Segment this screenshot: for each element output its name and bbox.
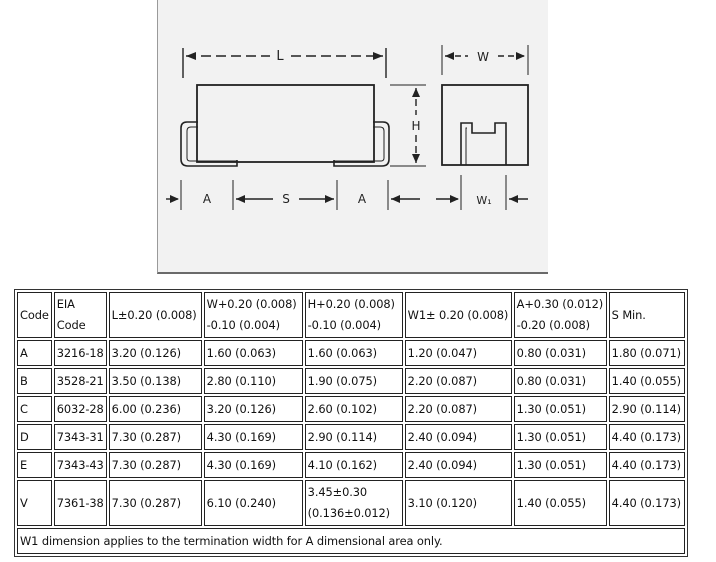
cell-h: 4.10 (0.162) [305, 452, 403, 478]
cell-s: 4.40 (0.173) [609, 480, 685, 526]
cell-s: 1.40 (0.055) [609, 368, 685, 394]
table-row [17, 340, 685, 366]
cell-eia: 7361-38 [54, 480, 107, 526]
cell-a: 1.30 (0.051) [514, 396, 607, 422]
dimensions-table [14, 289, 688, 557]
cell-a: 0.80 (0.031) [514, 368, 607, 394]
cell-w: 6.10 (0.240) [204, 480, 303, 526]
header-s-min: S Min. [609, 292, 685, 338]
cell-w: 1.60 (0.063) [204, 340, 303, 366]
cell-a: 1.40 (0.055) [514, 480, 607, 526]
cell-eia: 3528-21 [54, 368, 107, 394]
capacitor-body [197, 85, 374, 162]
cell-w: 3.20 (0.126) [204, 396, 303, 422]
cell-s: 2.90 (0.114) [609, 396, 685, 422]
cell-w1: 2.40 (0.094) [405, 424, 512, 450]
label-a-left: A [202, 192, 212, 206]
cell-h: 2.60 (0.102) [305, 396, 403, 422]
label-w: W [477, 50, 489, 64]
header-a: A+0.30 (0.012) -0.20 (0.008) [514, 292, 607, 338]
header-code: Code [17, 292, 52, 338]
cell-l: 6.00 (0.236) [109, 396, 202, 422]
cell-s: 4.40 (0.173) [609, 424, 685, 450]
cell-l: 3.20 (0.126) [109, 340, 202, 366]
label-w1: W₁ [476, 194, 492, 207]
cell-eia: 7343-43 [54, 452, 107, 478]
table-note: W1 dimension applies to the termination width for A dimensional area only. [17, 528, 685, 554]
cell-w: 4.30 (0.169) [204, 424, 303, 450]
cell-code: V [17, 480, 52, 526]
cell-a: 1.30 (0.051) [514, 452, 607, 478]
table-row [17, 424, 685, 450]
cell-h: 1.90 (0.075) [305, 368, 403, 394]
end-view-body [442, 85, 528, 165]
cell-eia: 6032-28 [54, 396, 107, 422]
cell-a: 0.80 (0.031) [514, 340, 607, 366]
table-header-row [17, 292, 685, 338]
label-s: S [282, 192, 290, 206]
table-note-row [17, 528, 685, 554]
cell-code: A [17, 340, 52, 366]
cell-w: 2.80 (0.110) [204, 368, 303, 394]
header-h: H+0.20 (0.008) -0.10 (0.004) [305, 292, 403, 338]
cell-l: 7.30 (0.287) [109, 424, 202, 450]
header-l: L±0.20 (0.008) [109, 292, 202, 338]
label-a-right: A [357, 192, 367, 206]
header-w1: W1± 0.20 (0.008) [405, 292, 512, 338]
cell-h: 1.60 (0.063) [305, 340, 403, 366]
cell-w: 4.30 (0.169) [204, 452, 303, 478]
cell-s: 1.80 (0.071) [609, 340, 685, 366]
cell-w1: 2.20 (0.087) [405, 368, 512, 394]
cell-a: 1.30 (0.051) [514, 424, 607, 450]
label-l: L [276, 49, 284, 64]
cell-eia: 3216-18 [54, 340, 107, 366]
cell-eia: 7343-31 [54, 424, 107, 450]
table-row [17, 480, 685, 526]
cell-l: 7.30 (0.287) [109, 480, 202, 526]
dimension-drawing [157, 0, 548, 274]
cell-h: 3.45±0.30 (0.136±0.012) [305, 480, 403, 526]
table-row [17, 396, 685, 422]
right-lead [334, 122, 389, 166]
cell-l: 3.50 (0.138) [109, 368, 202, 394]
cell-code: C [17, 396, 52, 422]
left-lead [181, 122, 237, 166]
cell-w1: 1.20 (0.047) [405, 340, 512, 366]
end-view-termination [461, 123, 506, 165]
cell-l: 7.30 (0.287) [109, 452, 202, 478]
capacitor-outline-svg [158, 0, 548, 272]
label-h: H [411, 119, 421, 133]
cell-code: D [17, 424, 52, 450]
cell-s: 4.40 (0.173) [609, 452, 685, 478]
header-w: W+0.20 (0.008) -0.10 (0.004) [204, 292, 303, 338]
cell-code: E [17, 452, 52, 478]
cell-h: 2.90 (0.114) [305, 424, 403, 450]
cell-w1: 2.40 (0.094) [405, 452, 512, 478]
table-row [17, 368, 685, 394]
cell-w1: 3.10 (0.120) [405, 480, 512, 526]
header-eia-code: EIA Code [54, 292, 107, 338]
cell-code: B [17, 368, 52, 394]
cell-w1: 2.20 (0.087) [405, 396, 512, 422]
table-row [17, 452, 685, 478]
